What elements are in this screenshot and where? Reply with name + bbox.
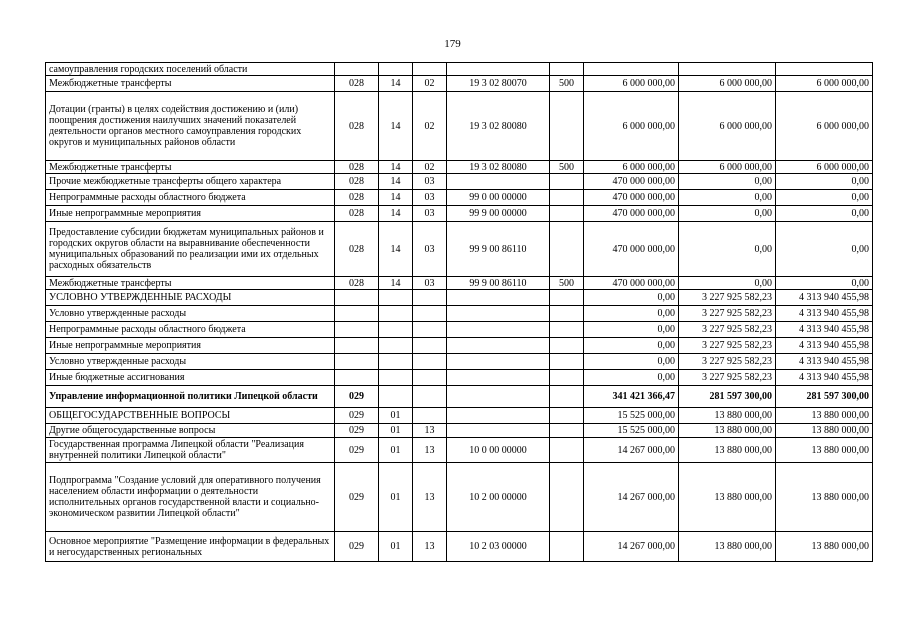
table-row [46, 76, 873, 92]
cell-name: Основное мероприятие "Размещение информации в федеральных и негосударственных региональных [46, 532, 335, 562]
cell-section: 14 [379, 222, 413, 277]
cell-target-article [447, 306, 550, 322]
cell-subsection [413, 63, 447, 76]
cell-subsection: 02 [413, 92, 447, 161]
cell-target-article [447, 386, 550, 408]
table-row [46, 63, 873, 76]
cell-target-article: 19 3 02 80080 [447, 161, 550, 174]
cell-section: 14 [379, 206, 413, 222]
cell-sum-year-1: 14 267 000,00 [584, 438, 679, 463]
table-row [46, 290, 873, 306]
cell-target-article [447, 408, 550, 424]
cell-expense-type [550, 222, 584, 277]
cell-sum-year-1: 6 000 000,00 [584, 161, 679, 174]
cell-target-article [447, 424, 550, 438]
cell-target-article: 99 0 00 00000 [447, 190, 550, 206]
cell-sum-year-1: 341 421 366,47 [584, 386, 679, 408]
cell-sum-year-3: 4 313 940 455,98 [776, 290, 873, 306]
cell-sum-year-2: 13 880 000,00 [679, 438, 776, 463]
cell-sum-year-3: 4 313 940 455,98 [776, 322, 873, 338]
page-number: 179 [444, 38, 461, 50]
cell-section [379, 386, 413, 408]
cell-sum-year-3: 0,00 [776, 222, 873, 277]
cell-sum-year-1: 470 000 000,00 [584, 190, 679, 206]
cell-name: Другие общегосударственные вопросы [46, 424, 335, 438]
cell-name: Предоставление субсидии бюджетам муниципальных районов и городских округов области на выравнивание обеспеченности муниципальных образований по реализации ими их отдельных расходных обязательств [46, 222, 335, 277]
cell-sum-year-3: 6 000 000,00 [776, 76, 873, 92]
cell-section: 14 [379, 92, 413, 161]
cell-expense-type [550, 370, 584, 386]
cell-sum-year-1: 470 000 000,00 [584, 277, 679, 290]
cell-subsection: 13 [413, 532, 447, 562]
cell-sum-year-2: 13 880 000,00 [679, 463, 776, 532]
cell-name: Условно утвержденные расходы [46, 354, 335, 370]
cell-subsection: 03 [413, 190, 447, 206]
cell-sum-year-1: 0,00 [584, 370, 679, 386]
cell-sum-year-2: 0,00 [679, 222, 776, 277]
cell-expense-type: 500 [550, 161, 584, 174]
cell-sum-year-2: 6 000 000,00 [679, 76, 776, 92]
cell-sum-year-1: 14 267 000,00 [584, 532, 679, 562]
cell-ministry-code: 029 [335, 532, 379, 562]
table-row [46, 463, 873, 532]
cell-name: Государственная программа Липецкой области "Реализация внутренней политики Липецкой области" [46, 438, 335, 463]
cell-sum-year-1 [584, 63, 679, 76]
cell-subsection: 03 [413, 277, 447, 290]
cell-sum-year-3 [776, 63, 873, 76]
cell-sum-year-3: 0,00 [776, 206, 873, 222]
cell-ministry-code: 028 [335, 222, 379, 277]
cell-target-article: 99 9 00 00000 [447, 206, 550, 222]
cell-sum-year-2: 3 227 925 582,23 [679, 322, 776, 338]
cell-section [379, 338, 413, 354]
budget-table [45, 62, 873, 562]
cell-target-article: 10 2 00 00000 [447, 463, 550, 532]
cell-sum-year-1: 14 267 000,00 [584, 463, 679, 532]
table-row [46, 190, 873, 206]
cell-subsection: 03 [413, 174, 447, 190]
cell-name: Межбюджетные трансферты [46, 277, 335, 290]
cell-section [379, 306, 413, 322]
cell-sum-year-1: 470 000 000,00 [584, 174, 679, 190]
table-row [46, 222, 873, 277]
cell-ministry-code [335, 322, 379, 338]
cell-expense-type [550, 322, 584, 338]
table-row [46, 277, 873, 290]
cell-expense-type: 500 [550, 277, 584, 290]
cell-expense-type [550, 290, 584, 306]
cell-subsection [413, 322, 447, 338]
cell-sum-year-1: 6 000 000,00 [584, 76, 679, 92]
cell-sum-year-1: 15 525 000,00 [584, 408, 679, 424]
cell-ministry-code: 028 [335, 277, 379, 290]
cell-sum-year-2: 3 227 925 582,23 [679, 290, 776, 306]
cell-name: Межбюджетные трансферты [46, 76, 335, 92]
table-row [46, 206, 873, 222]
cell-section [379, 290, 413, 306]
cell-sum-year-2: 6 000 000,00 [679, 161, 776, 174]
cell-subsection [413, 370, 447, 386]
cell-sum-year-3: 4 313 940 455,98 [776, 370, 873, 386]
cell-target-article [447, 338, 550, 354]
cell-sum-year-2: 281 597 300,00 [679, 386, 776, 408]
table-row [46, 354, 873, 370]
cell-section [379, 63, 413, 76]
cell-ministry-code [335, 306, 379, 322]
cell-subsection: 02 [413, 161, 447, 174]
cell-sum-year-2: 3 227 925 582,23 [679, 338, 776, 354]
cell-section [379, 354, 413, 370]
cell-expense-type: 500 [550, 76, 584, 92]
cell-ministry-code [335, 370, 379, 386]
cell-target-article: 99 9 00 86110 [447, 277, 550, 290]
cell-expense-type [550, 532, 584, 562]
cell-sum-year-2: 0,00 [679, 174, 776, 190]
cell-sum-year-3: 13 880 000,00 [776, 408, 873, 424]
cell-name: Непрограммные расходы областного бюджета [46, 322, 335, 338]
cell-ministry-code: 028 [335, 174, 379, 190]
cell-name: Межбюджетные трансферты [46, 161, 335, 174]
cell-expense-type [550, 463, 584, 532]
cell-subsection [413, 408, 447, 424]
cell-section: 14 [379, 76, 413, 92]
cell-name: Условно утвержденные расходы [46, 306, 335, 322]
cell-sum-year-1: 0,00 [584, 354, 679, 370]
cell-subsection [413, 306, 447, 322]
cell-section: 14 [379, 161, 413, 174]
cell-ministry-code: 028 [335, 190, 379, 206]
table-row [46, 532, 873, 562]
cell-subsection [413, 354, 447, 370]
cell-target-article: 19 3 02 80080 [447, 92, 550, 161]
cell-expense-type [550, 338, 584, 354]
cell-name: Иные непрограммные мероприятия [46, 338, 335, 354]
cell-target-article: 19 3 02 80070 [447, 76, 550, 92]
cell-expense-type [550, 408, 584, 424]
cell-ministry-code: 029 [335, 408, 379, 424]
table-row [46, 438, 873, 463]
cell-name: Иные непрограммные мероприятия [46, 206, 335, 222]
cell-section: 01 [379, 532, 413, 562]
cell-section [379, 322, 413, 338]
cell-sum-year-2: 0,00 [679, 277, 776, 290]
cell-sum-year-3: 281 597 300,00 [776, 386, 873, 408]
cell-sum-year-3: 6 000 000,00 [776, 161, 873, 174]
table-row [46, 386, 873, 408]
cell-ministry-code [335, 354, 379, 370]
cell-section: 14 [379, 190, 413, 206]
cell-sum-year-1: 470 000 000,00 [584, 222, 679, 277]
cell-section: 01 [379, 408, 413, 424]
cell-sum-year-2: 0,00 [679, 190, 776, 206]
cell-sum-year-1: 6 000 000,00 [584, 92, 679, 161]
cell-target-article [447, 290, 550, 306]
cell-subsection: 02 [413, 76, 447, 92]
cell-ministry-code: 028 [335, 92, 379, 161]
cell-name: Непрограммные расходы областного бюджета [46, 190, 335, 206]
cell-sum-year-2: 13 880 000,00 [679, 532, 776, 562]
cell-sum-year-3: 13 880 000,00 [776, 438, 873, 463]
cell-section: 14 [379, 174, 413, 190]
cell-sum-year-3: 13 880 000,00 [776, 424, 873, 438]
cell-sum-year-1: 470 000 000,00 [584, 206, 679, 222]
cell-target-article: 10 2 03 00000 [447, 532, 550, 562]
cell-sum-year-2: 13 880 000,00 [679, 424, 776, 438]
cell-expense-type [550, 174, 584, 190]
cell-name: ОБЩЕГОСУДАРСТВЕННЫЕ ВОПРОСЫ [46, 408, 335, 424]
cell-expense-type [550, 354, 584, 370]
cell-target-article [447, 322, 550, 338]
cell-name: Иные бюджетные ассигнования [46, 370, 335, 386]
cell-name: Управление информационной политики Липецкой области [46, 386, 335, 408]
table-row [46, 174, 873, 190]
cell-sum-year-3: 0,00 [776, 174, 873, 190]
cell-subsection: 13 [413, 463, 447, 532]
cell-expense-type [550, 63, 584, 76]
cell-sum-year-3: 4 313 940 455,98 [776, 338, 873, 354]
cell-ministry-code [335, 63, 379, 76]
cell-name: Подпрограмма "Создание условий для оперативного получения населением области информации о деятельности исполнительных органов государственной власти и социально-экономическом развитии Липецкой области" [46, 463, 335, 532]
cell-section: 01 [379, 438, 413, 463]
cell-sum-year-3: 13 880 000,00 [776, 463, 873, 532]
cell-ministry-code: 028 [335, 161, 379, 174]
cell-subsection [413, 290, 447, 306]
cell-target-article [447, 174, 550, 190]
cell-ministry-code [335, 290, 379, 306]
cell-target-article [447, 354, 550, 370]
cell-ministry-code: 029 [335, 424, 379, 438]
cell-sum-year-1: 0,00 [584, 290, 679, 306]
cell-subsection: 03 [413, 206, 447, 222]
cell-sum-year-1: 0,00 [584, 322, 679, 338]
cell-expense-type [550, 190, 584, 206]
cell-sum-year-2: 3 227 925 582,23 [679, 354, 776, 370]
cell-sum-year-2 [679, 63, 776, 76]
cell-subsection [413, 338, 447, 354]
cell-sum-year-1: 0,00 [584, 338, 679, 354]
cell-ministry-code: 029 [335, 386, 379, 408]
cell-target-article: 99 9 00 86110 [447, 222, 550, 277]
cell-section: 01 [379, 424, 413, 438]
cell-target-article: 10 0 00 00000 [447, 438, 550, 463]
cell-expense-type [550, 424, 584, 438]
cell-sum-year-3: 4 313 940 455,98 [776, 306, 873, 322]
cell-sum-year-2: 3 227 925 582,23 [679, 370, 776, 386]
table-row [46, 338, 873, 354]
cell-target-article [447, 370, 550, 386]
cell-ministry-code: 029 [335, 438, 379, 463]
cell-name: самоуправления городских поселений области [46, 63, 335, 76]
table-row [46, 370, 873, 386]
cell-section [379, 370, 413, 386]
cell-subsection: 13 [413, 424, 447, 438]
cell-name: Дотации (гранты) в целях содействия достижению и (или) поощрения достижения наилучших значений показателей деятельности органов местного самоуправления городских округов и муниципальных районов области [46, 92, 335, 161]
cell-section: 01 [379, 463, 413, 532]
cell-expense-type [550, 438, 584, 463]
cell-sum-year-3: 0,00 [776, 277, 873, 290]
cell-name: УСЛОВНО УТВЕРЖДЕННЫЕ РАСХОДЫ [46, 290, 335, 306]
cell-expense-type [550, 206, 584, 222]
cell-sum-year-3: 6 000 000,00 [776, 92, 873, 161]
table-row [46, 306, 873, 322]
cell-sum-year-3: 13 880 000,00 [776, 532, 873, 562]
table-body [46, 63, 873, 562]
cell-ministry-code: 029 [335, 463, 379, 532]
cell-ministry-code: 028 [335, 206, 379, 222]
cell-section: 14 [379, 277, 413, 290]
table-row [46, 92, 873, 161]
cell-name: Прочие межбюджетные трансферты общего характера [46, 174, 335, 190]
cell-expense-type [550, 306, 584, 322]
cell-sum-year-3: 4 313 940 455,98 [776, 354, 873, 370]
cell-ministry-code [335, 338, 379, 354]
cell-expense-type [550, 386, 584, 408]
cell-sum-year-3: 0,00 [776, 190, 873, 206]
cell-expense-type [550, 92, 584, 161]
cell-target-article [447, 63, 550, 76]
cell-sum-year-1: 0,00 [584, 306, 679, 322]
cell-subsection: 03 [413, 222, 447, 277]
table-row [46, 161, 873, 174]
cell-subsection: 13 [413, 438, 447, 463]
cell-subsection [413, 386, 447, 408]
cell-sum-year-2: 3 227 925 582,23 [679, 306, 776, 322]
cell-sum-year-2: 0,00 [679, 206, 776, 222]
cell-sum-year-2: 13 880 000,00 [679, 408, 776, 424]
table-row [46, 424, 873, 438]
cell-sum-year-1: 15 525 000,00 [584, 424, 679, 438]
table-row [46, 408, 873, 424]
cell-sum-year-2: 6 000 000,00 [679, 92, 776, 161]
cell-ministry-code: 028 [335, 76, 379, 92]
table-row [46, 322, 873, 338]
